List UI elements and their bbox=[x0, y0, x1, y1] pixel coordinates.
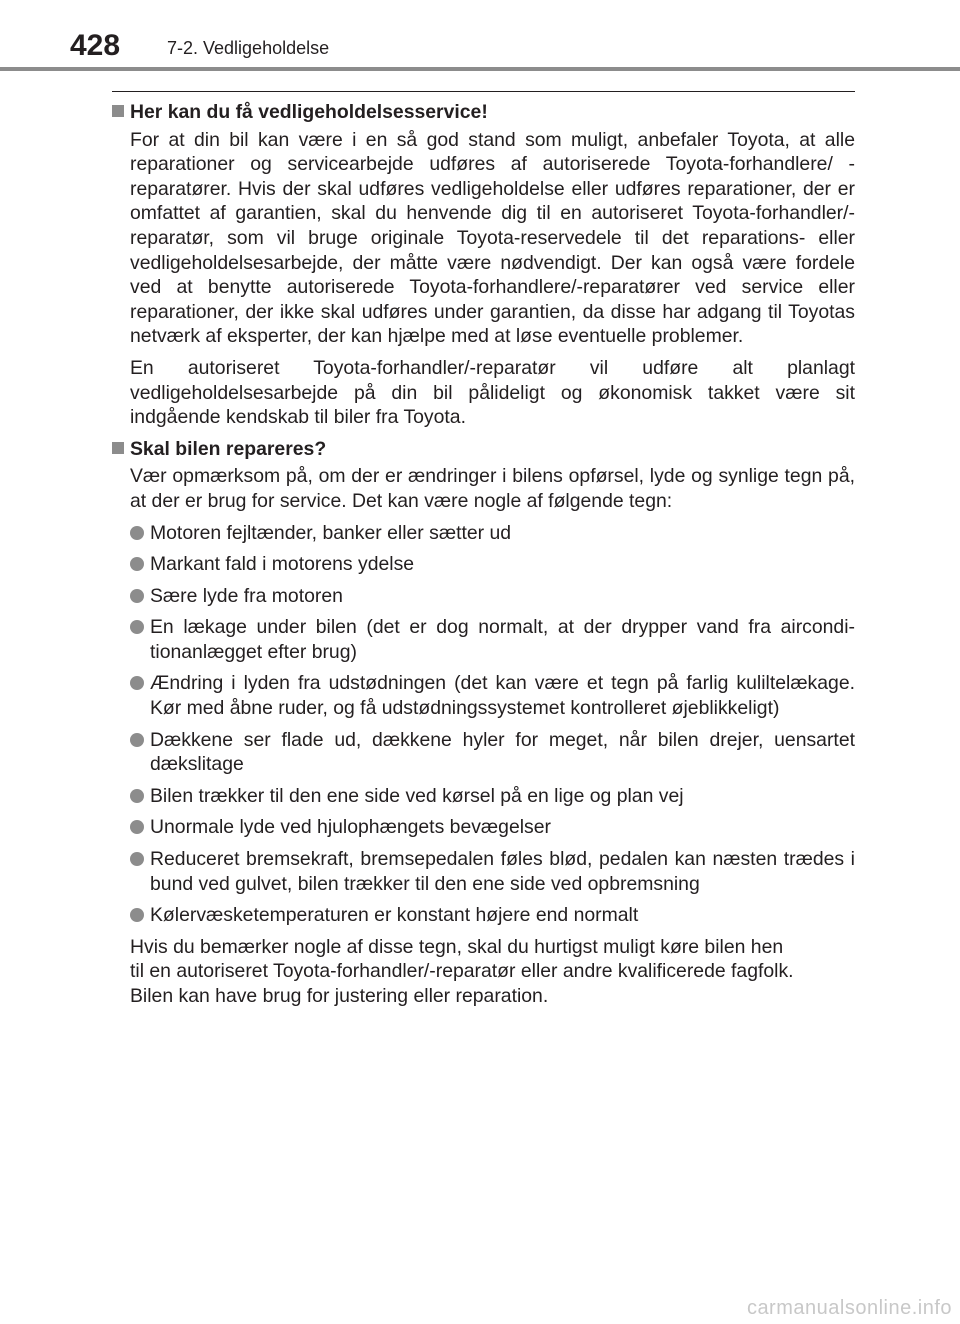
list-item-text: Dækkene ser flade ud, dækkene hyler for meget, når bilen drejer, uensartet dækslitage bbox=[150, 728, 855, 776]
circle-bullet-icon bbox=[130, 557, 144, 571]
list-item-text: Unormale lyde ved hjulophængets bevægelser bbox=[150, 816, 551, 839]
circle-bullet-icon bbox=[130, 589, 144, 603]
list-item bbox=[112, 552, 855, 577]
list-item bbox=[112, 728, 855, 777]
paragraph: Vær opmærksom på, om der er ændringer i bilens opførsel, lyde og synlige tegn på, at der er brug for service. Det kan være nogle af følgende tegn: bbox=[130, 465, 855, 512]
closing-paragraph bbox=[112, 935, 855, 1009]
section-heading-text: Her kan du få vedligeholdelsesservice! bbox=[130, 101, 488, 123]
page-header bbox=[0, 0, 960, 72]
list-item bbox=[112, 521, 855, 546]
section-heading bbox=[112, 100, 855, 125]
page-number: 428 bbox=[70, 29, 121, 62]
list-item bbox=[112, 847, 855, 896]
list-item bbox=[112, 671, 855, 720]
circle-bullet-icon bbox=[130, 526, 144, 540]
circle-bullet-icon bbox=[130, 789, 144, 803]
content-top-divider bbox=[112, 91, 855, 92]
section-title: 7-2. Vedligeholdelse bbox=[167, 38, 330, 58]
section-heading bbox=[112, 437, 855, 462]
paragraph: For at din bil kan være i en så god stand som muligt, anbefaler Toyota, at alle reparationer og servicearbejde udføres af autoriserede Toyota-forhandlere/ -reparatører. Hvis der skal udføres vedligeholdelse eller udføres reparationer, der er omfattet af garantien, skal du henvende dig til en autoriseret Toyota-forhandler/-reparatør, som vil bruge originale Toyota-reservedele til det reparations- eller vedligeholdelsesarbejde, der måtte være nødvendigt. Der kan også være fordele ved at benytte autoriserede Toyota-forhandlere/-reparatører ved service eller reparationer, der ikke skal udføres under garantien, da disse har adgang til Toyotas netværk af eksperter, der kan hjælpe med at løse eventuelle problemer. bbox=[130, 128, 855, 348]
circle-bullet-icon bbox=[130, 620, 144, 634]
circle-bullet-icon bbox=[130, 908, 144, 922]
page-content bbox=[112, 100, 855, 1016]
circle-bullet-icon bbox=[130, 733, 144, 747]
list-item bbox=[112, 815, 855, 840]
closing-line: Hvis du bemærker nogle af disse tegn, skal du hurtigst muligt køre bilen hen bbox=[130, 935, 784, 958]
watermark: carmanualsonline.info bbox=[746, 1297, 952, 1319]
list-item bbox=[112, 584, 855, 609]
closing-line: Bilen kan have brug for justering eller reparation. bbox=[130, 985, 549, 1007]
circle-bullet-icon bbox=[130, 852, 144, 866]
list-item-text: Motoren fejltænder, banker eller sætter ud bbox=[150, 521, 512, 544]
circle-bullet-icon bbox=[130, 676, 144, 690]
list-item bbox=[112, 784, 855, 809]
list-item bbox=[112, 903, 855, 928]
list-item-text: Bilen trækker til den ene side ved kørsel på en lige og plan vej bbox=[150, 784, 684, 807]
list-item-text: Markant fald i motorens ydelse bbox=[150, 553, 415, 576]
list-item bbox=[112, 615, 855, 664]
list-item-text: Reduceret bremsekraft, bremsepedalen føles blød, pedalen kan næsten trædes i bund ved gulvet, bilen trækker til den ene side ved opbremsning bbox=[150, 848, 855, 895]
list-item-text: Ændring i lyden fra udstødningen (det kan være et tegn på farlig kuliltelækage. Kør med åbne ruder, og få udstødningssystemet kontrolleret øjeblikkeligt) bbox=[150, 672, 855, 720]
circle-bullet-icon bbox=[130, 820, 144, 834]
closing-line: til en autoriseret Toyota-forhandler/-reparatør eller andre kvalificerede fagfolk. bbox=[130, 960, 794, 983]
list-item-text: En lækage under bilen (det er dog normalt, at der drypper vand fra airconditionanlægget efter brug) bbox=[150, 616, 855, 663]
square-bullet-icon bbox=[112, 105, 124, 117]
paragraph: En autoriseret Toyota-forhandler/-reparatør vil udføre alt planlagt vedligeholdelsesarbejde på din bil pålideligt og økonomisk takket være sit indgående kendskab til biler fra Toyota. bbox=[130, 356, 855, 429]
list-item-text: Sære lyde fra motoren bbox=[150, 584, 343, 607]
header-divider bbox=[0, 67, 960, 71]
list-item-text: Kølervæsketemperaturen er konstant højere end normalt bbox=[150, 904, 639, 927]
section-heading-text: Skal bilen repareres? bbox=[130, 437, 327, 460]
square-bullet-icon bbox=[112, 442, 124, 454]
